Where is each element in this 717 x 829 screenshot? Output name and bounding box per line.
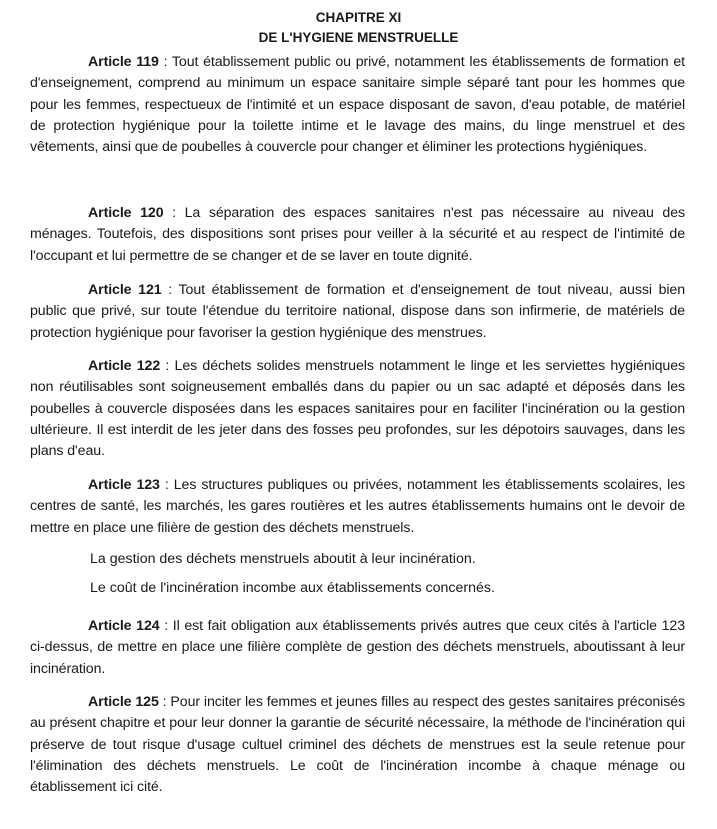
article-label: Article 123 (88, 477, 160, 493)
article-text: : Les déchets solides menstruels notamment le linge et les serviettes hygiéniques non réutilisables sont soigneusement emballés dans du papier ou un sac adapté et déposés dans les poubelles à couvercle disposées dans les espaces sanitaires pour en faciliter l'incinération ou la gestion ultérieure. Il est interdit de les jeter dans des fosses peu profondes, sur les dépotoirs sauvages, dans les plans d'eau. (30, 358, 685, 460)
article-text: : Pour inciter les femmes et jeunes filles au respect des gestes sanitaires préconisés au présent chapitre et pour leur donner la garantie de sécurité nécessaire, la méthode de l'incinération qui préserve de tout risque d'usage cultuel criminel des déchets de menstrues est la seule retenue pour l'élimination des déchets menstruels. Le coût de l'incinération incombe à chaque ménage ou établissement ici cité. (30, 694, 685, 796)
article-122 (30, 356, 685, 462)
chapter-title: CHAPITRE XI (315, 10, 402, 25)
chapter-subtitle: DE L'HYGIENE MENSTRUELLE (258, 30, 459, 45)
article-121 (30, 280, 685, 344)
article-text: : Tout établissement de formation et d'enseignement de tout niveau, aussi bien public que privé, sur toute l'étendue du territoire national, dispose dans son infirmerie, de matériels de protection hygiénique pour favoriser la gestion hygiénique des menstrues. (30, 282, 686, 341)
article-label: Article 121 (88, 282, 162, 298)
article-124 (30, 616, 685, 680)
article-123 (30, 475, 685, 539)
article-120 (30, 203, 685, 267)
article-125 (30, 692, 685, 798)
article-text: : Tout établissement public ou privé, notamment les établissements de formation et d'enseignement, comprend au minimum un espace sanitaire simple séparé tant pour les hommes que pour les femmes, respectueux de l'intimité et un espace disposant de savon, d'eau potable, de matériel de protection hygiénique pour la toilette intime et le lavage des mains, du linge menstruel et des vêtements, ainsi que de poubelles à couvercle pour changer et éliminer les protections hygiéniques. (30, 54, 685, 156)
article-label: Article 119 (88, 54, 159, 70)
article-label: Article 120 (88, 205, 164, 221)
article-123-paragraph-1: La gestion des déchets menstruels aboutit à leur incinération. (90, 551, 476, 567)
article-text: : La séparation des espaces sanitaires n'est pas nécessaire au niveau des ménages. Toutefois, des dispositions sont prises pour veiller à la sécurité et au respect de l'intimité de l'occupant et lui permettre de se changer et de se laver en toute dignité. (30, 205, 685, 264)
article-123-paragraph-2: Le coût de l'incinération incombe aux établissements concernés. (90, 580, 495, 596)
article-text: : Il est fait obligation aux établissements privés autres que ceux cités à l'article 123 ci-dessus, de mettre en place une filière complète de gestion des déchets menstruels, aboutissant à leur incinération. (30, 618, 686, 677)
article-text: : Les structures publiques ou privées, notamment les établissements scolaires, les centres de santé, les marchés, les gares routières et les autres établissements humains ont le devoir de mettre en place une filière de gestion des déchets menstruels. (30, 477, 686, 536)
article-119 (30, 52, 685, 158)
article-label: Article 124 (88, 618, 160, 634)
article-label: Article 125 (88, 694, 159, 710)
article-label: Article 122 (88, 358, 161, 374)
